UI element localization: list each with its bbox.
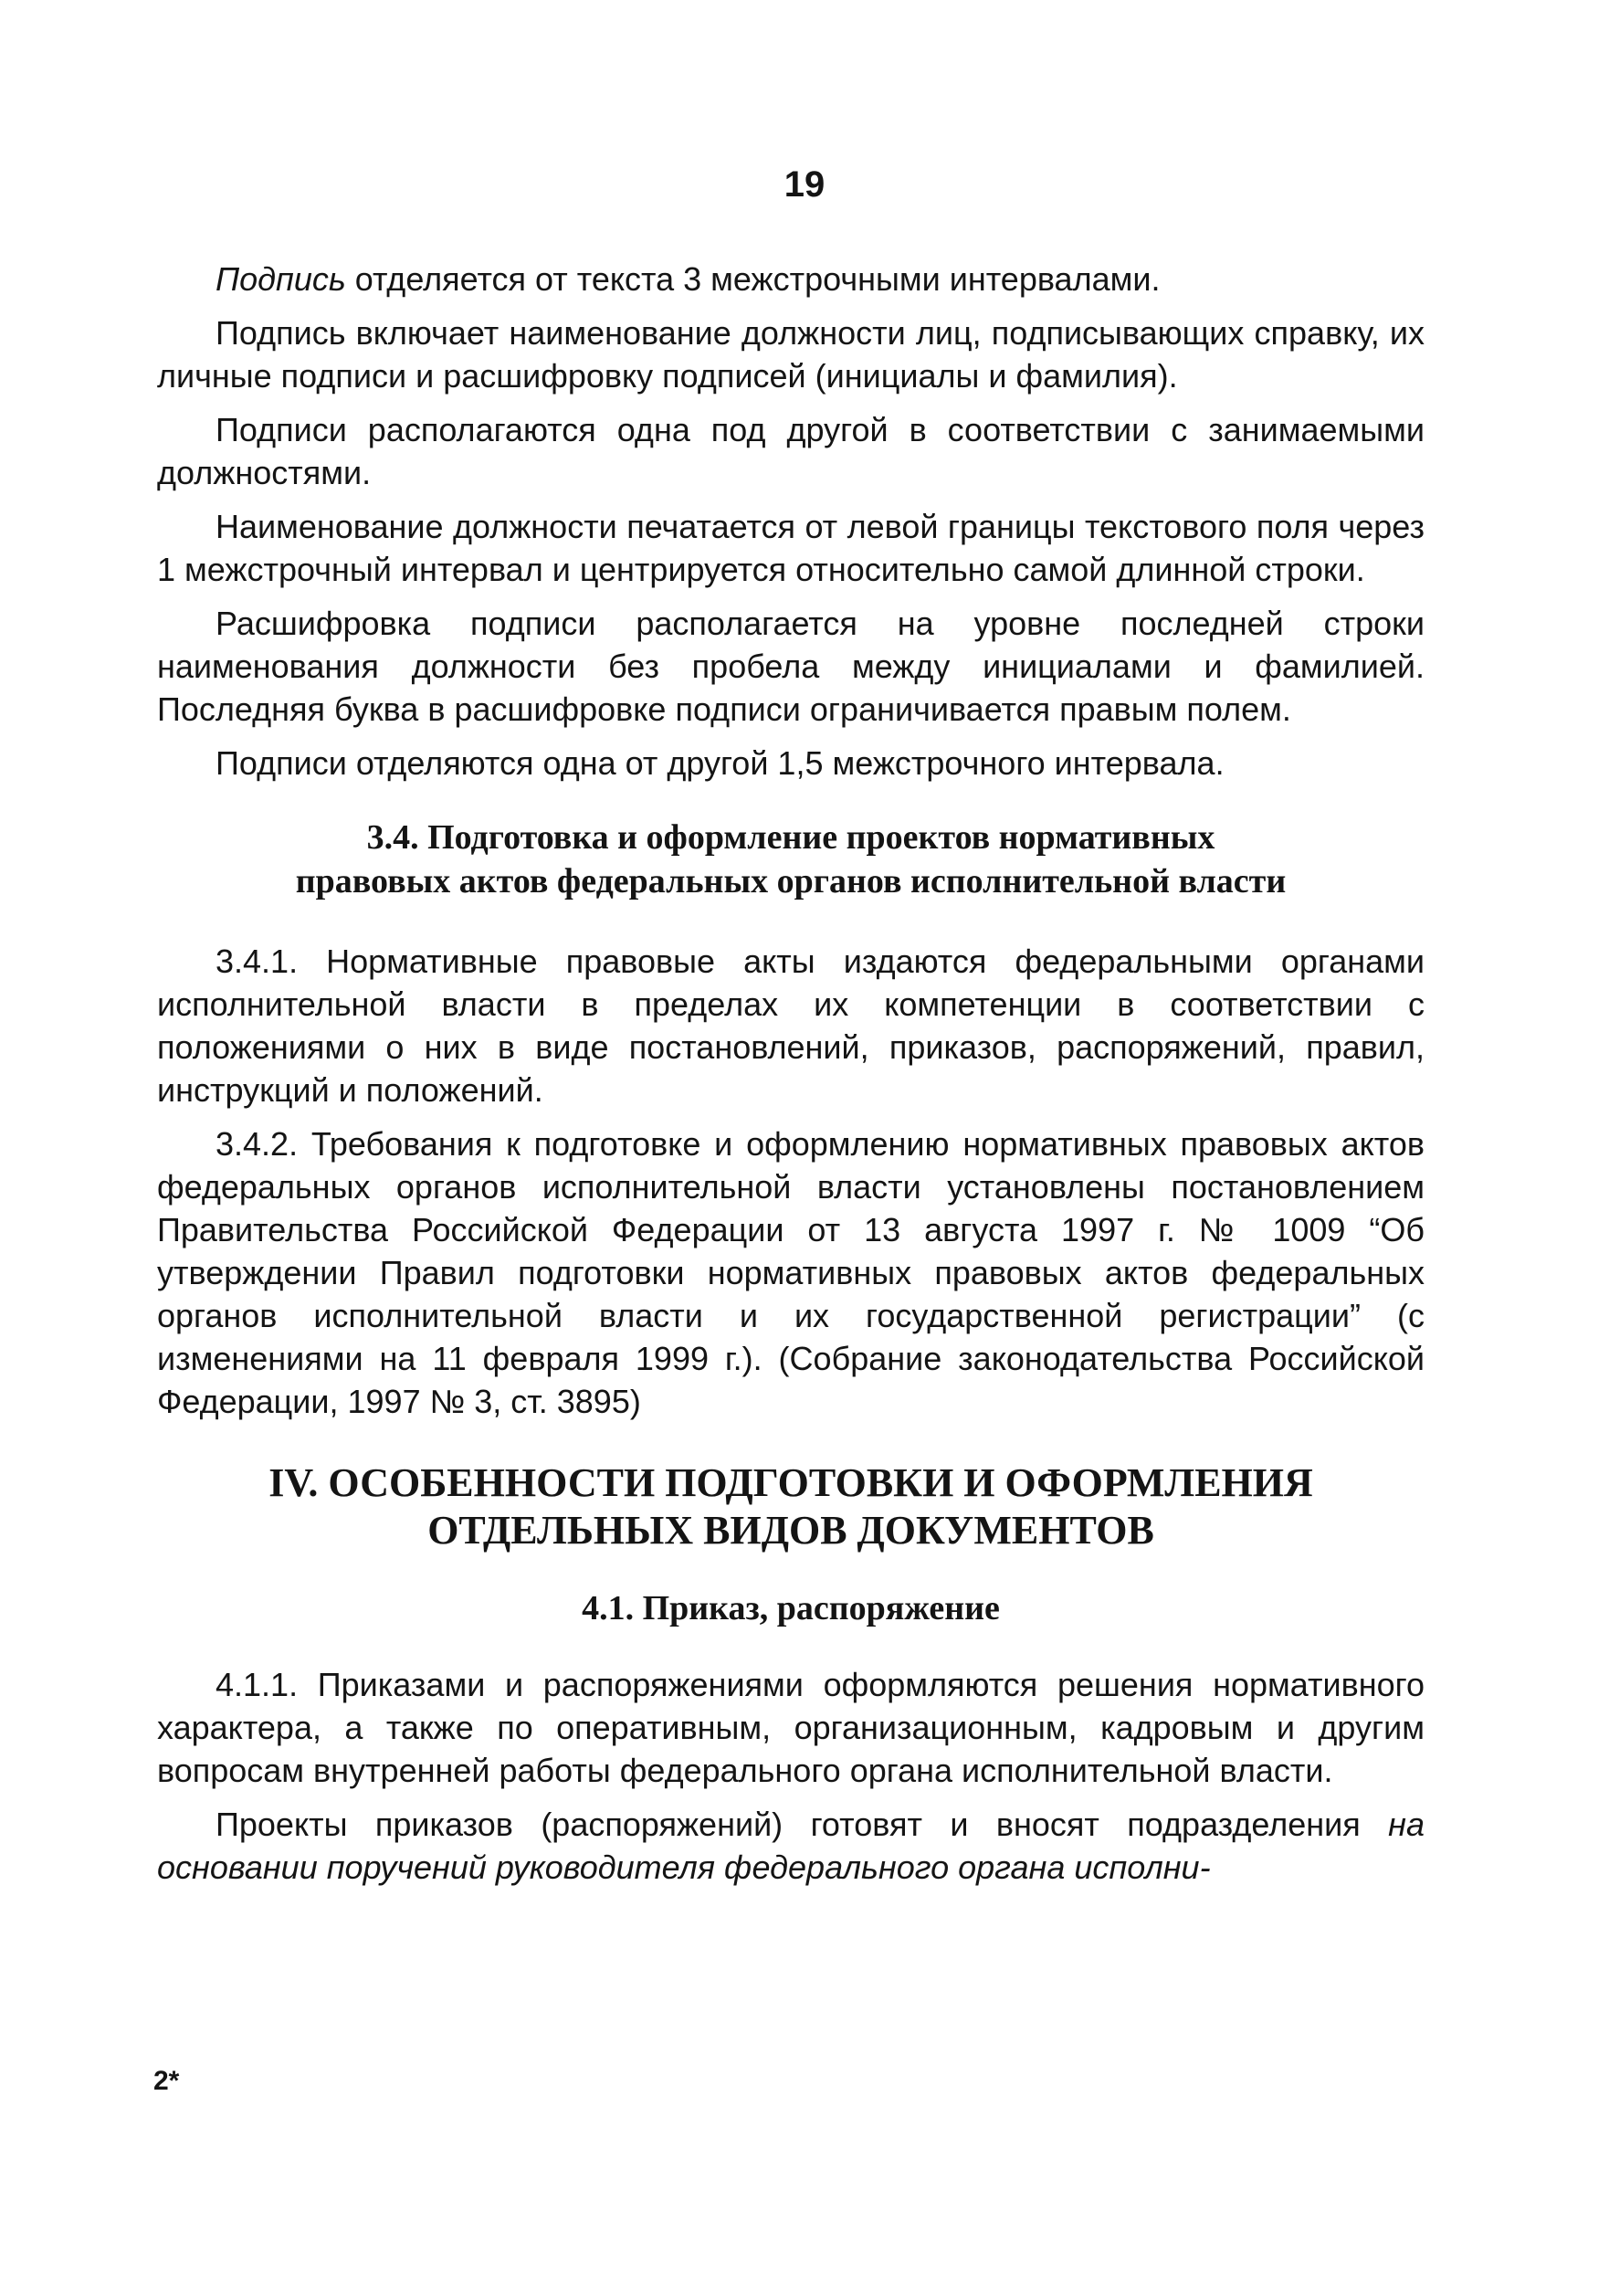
heading-line: IV. ОСОБЕННОСТИ ПОДГОТОВКИ И ОФОРМЛЕНИЯ: [268, 1460, 1313, 1505]
page-number: 19: [783, 164, 826, 205]
heading-line: ОТДЕЛЬНЫХ ВИДОВ ДОКУМЕНТОВ: [427, 1508, 1154, 1553]
paragraph-signature-interval: Подписи отделяются одна от другой 1,5 межстрочного интервала.: [216, 744, 1225, 782]
paragraph-position-title: Наименование должности печатается от левой границы текстового поля через 1 межстрочный интервал и центрируется относительно самой длинной строки.: [157, 508, 1425, 588]
section-heading-4-1: 4.1. Приказ, распоряжение: [582, 1589, 1000, 1627]
paragraph-signature-content: Подпись включает наименование должности лиц, подписывающих справку, их личные подписи и расшифровку подписей (инициалы и фамилия).: [157, 314, 1425, 395]
paragraph-drafts: [157, 1803, 1425, 1889]
section-heading-3-4: [157, 816, 1425, 903]
heading-line: 3.4. Подготовка и оформление проектов нормативных: [366, 818, 1215, 857]
paragraph-3-4-2: 3.4.2. Требования к подготовке и оформлению нормативных правовых актов федеральных органов исполнительной власти установлены постановлением Правительства Российской Федерации от 13 августа 1997 г. № 1009 “Об утверждении Правил подготовки нормативных правовых актов федеральных органов исполнительной власти и их государственной регистрации” (с изменениями на 11 февраля 1999 г.). (Собрание законодательства Российской Федерации, 1997 № 3, ст. 3895): [157, 1125, 1425, 1420]
italic-term: Подпись: [216, 260, 346, 298]
paragraph-signature-decoding: Расшифровка подписи располагается на уровне последней строки наименования должности без пробела между инициалами и фамилией. Последняя буква в расшифровке подписи ограничивается правым полем.: [157, 605, 1425, 728]
paragraph-text: отделяется от текста 3 межстрочными интервалами.: [345, 260, 1161, 298]
chapter-heading-iv: [157, 1459, 1425, 1554]
paragraph-3-4-1: 3.4.1. Нормативные правовые акты издаются федеральными органами исполнительной власти в пределах их компетенции в соответствии с положениями о них в виде постановлений, приказов, распоряжений, правил, инструкций и положений.: [157, 943, 1425, 1109]
italic-text: на основании поручений руководителя федерального органа исполни-: [157, 1806, 1425, 1886]
paragraph-signature-spacing: [157, 258, 1425, 300]
paragraph-text: Проекты приказов (распоряжений) готовят и вносят подразделения: [216, 1806, 1389, 1843]
paragraph-4-1-1: 4.1.1. Приказами и распоряжениями оформляются решения нормативного характера, а также по оперативным, организационным, кадровым и другим вопросам внутренней работы федерального органа исполнительной власти.: [157, 1666, 1425, 1789]
document-body: [157, 258, 1425, 1900]
signature-mark: 2*: [153, 2066, 180, 2096]
paragraph-signature-order: Подписи располагаются одна под другой в соответствии с занимаемыми должностями.: [157, 411, 1425, 491]
heading-line: правовых актов федеральных органов исполнительной власти: [295, 862, 1287, 900]
